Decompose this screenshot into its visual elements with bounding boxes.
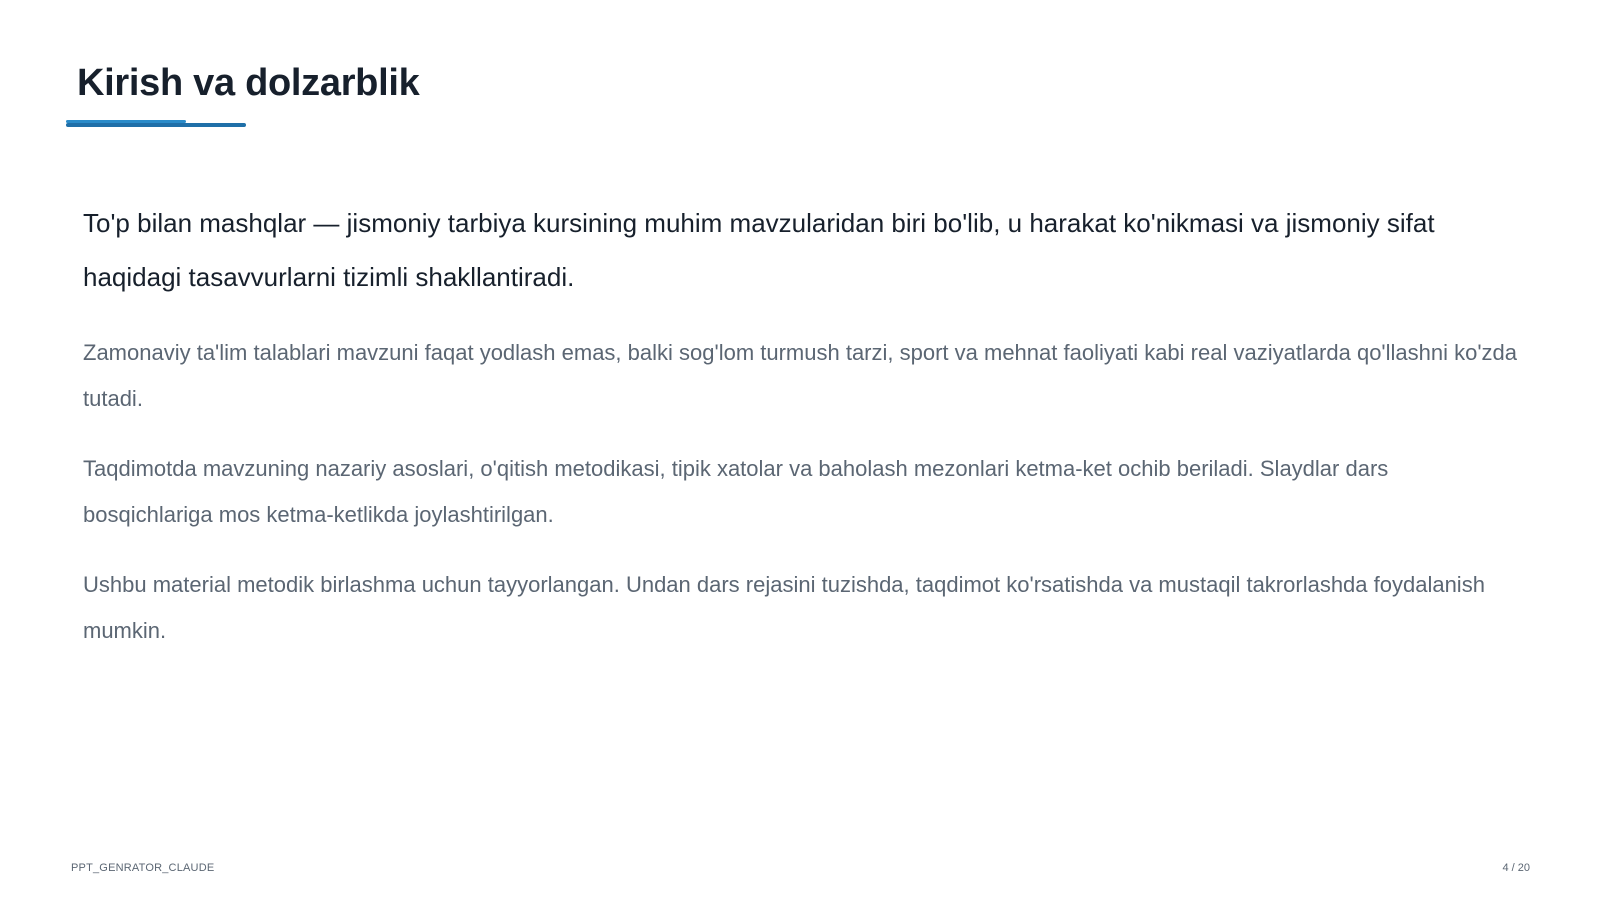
footer-source-label: PPT_GENRATOR_CLAUDE: [71, 862, 215, 874]
body-paragraph: Ushbu material metodik birlashma uchun tayyorlangan. Undan dars rejasini tuzishda, taqdimot ko'rsatishda va mustaqil takrorlashda foydalanish mumkin.: [83, 572, 1485, 643]
body-paragraph: Zamonaviy ta'lim talablari mavzuni faqat yodlash emas, balki sog'lom turmush tarzi, sport va mehnat faoliyati kabi real vaziyatlarda qo'llashni ko'zda tutadi.: [83, 340, 1518, 411]
slide-content: [83, 196, 1523, 678]
lead-paragraph: To'p bilan mashqlar — jismoniy tarbiya kursining muhim mavzularidan biri bo'lib, u harakat ko'nikmasi va jismoniy sifat haqidagi tasavvurlarni tizimli shakllantiradi.: [83, 208, 1435, 292]
slide-title: Kirish va dolzarblik: [77, 62, 420, 104]
title-underline-bar: [66, 123, 246, 127]
title-underline-accent: [66, 120, 186, 123]
page-number: 4 / 20: [1502, 862, 1530, 874]
body-paragraph: Taqdimotda mavzuning nazariy asoslari, o'qitish metodikasi, tipik xatolar va baholash mezonlari ketma-ket ochib beriladi. Slaydlar dars bosqichlariga mos ketma-ketlikda joylashtirilgan.: [83, 456, 1389, 527]
title-underline: [66, 120, 248, 128]
